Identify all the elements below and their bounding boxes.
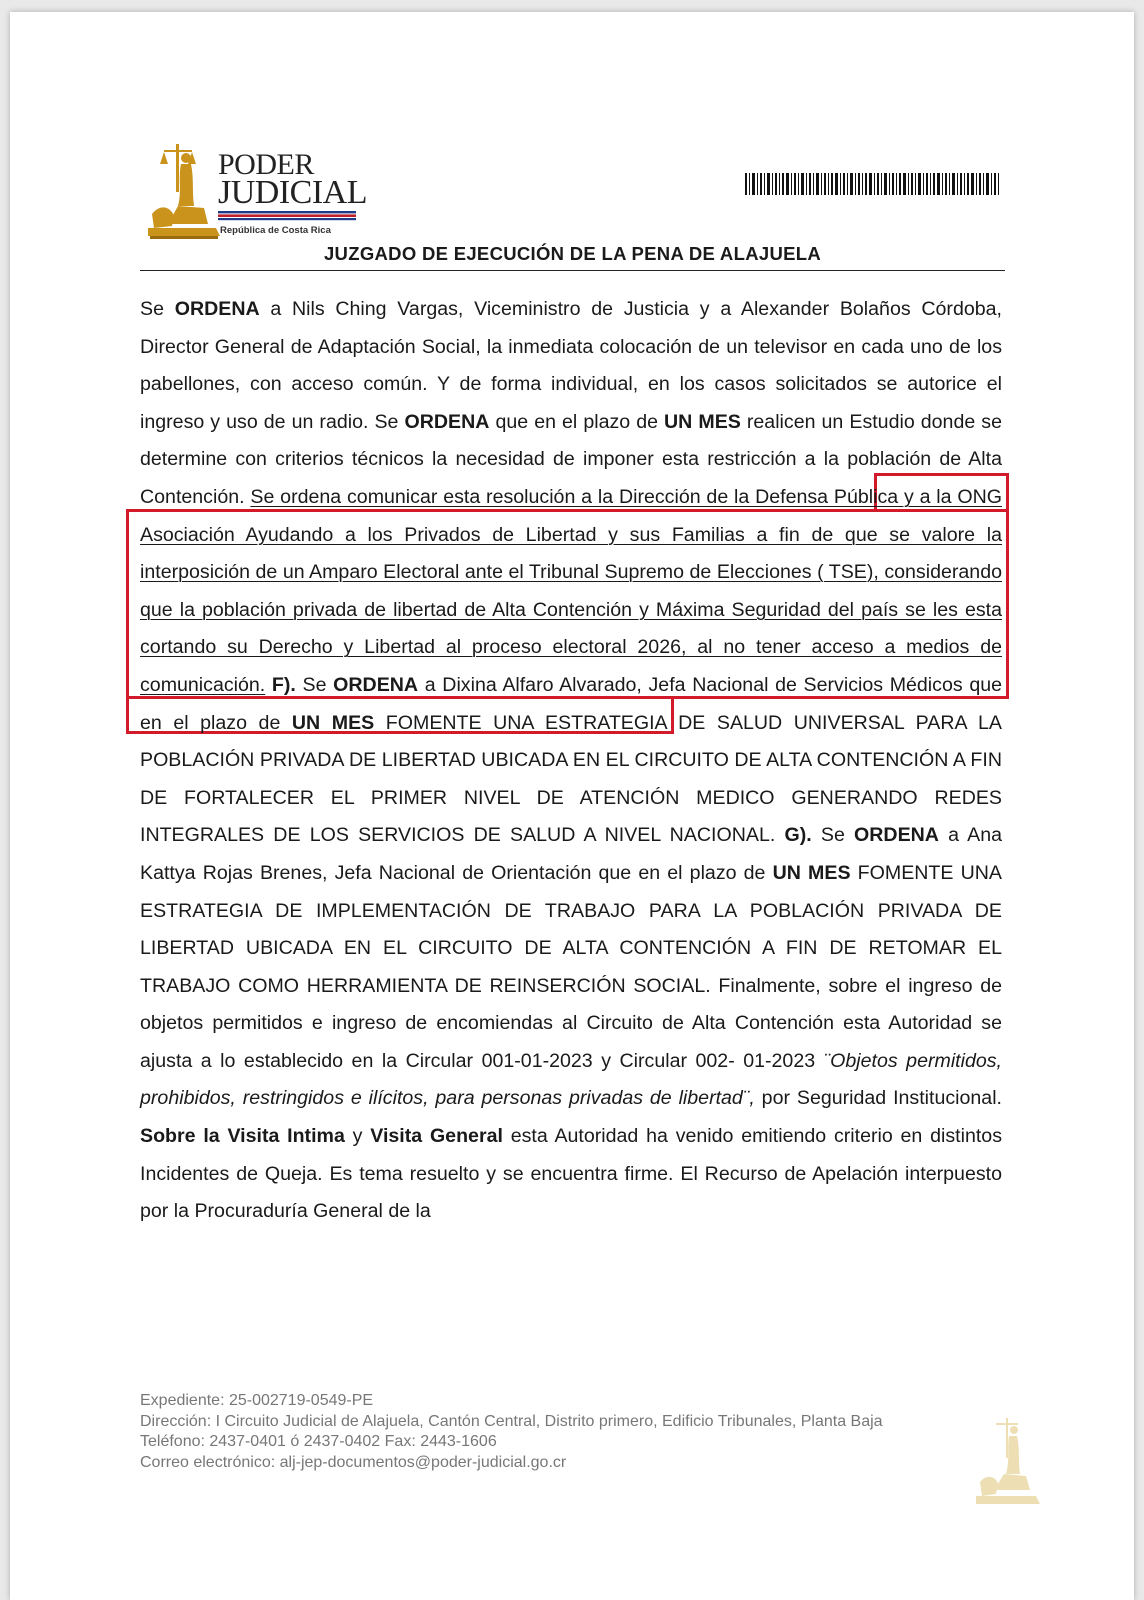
text-run: por Seguridad Institucional.	[754, 1087, 1002, 1110]
text-run: realicen un Estudio donde se determine con criterios técnicos la necesidad de imponer esta restricción a la población de Alta Contención.	[140, 410, 1002, 508]
text-run: a Ana Kattya Rojas Brenes, Jefa Nacional de Orientación que en el plazo de	[140, 824, 1002, 884]
text-run: que en el plazo de	[489, 410, 665, 433]
ordena-bold: ORDENA	[854, 824, 939, 847]
resolution-body	[140, 291, 1002, 1231]
text-run: a Dixina Alfaro Alvarado, Jefa Nacional de Servicios Médicos que en el plazo de	[140, 673, 1003, 734]
flag-stripes-icon	[218, 211, 356, 223]
court-title: JUZGADO DE EJECUCIÓN DE LA PENA DE ALAJUELA	[323, 243, 822, 264]
document-footer	[140, 1391, 1010, 1473]
ordena-bold: ORDENA	[404, 410, 490, 433]
justice-statue-icon	[148, 144, 220, 240]
ordena-bold: ORDENA	[174, 298, 260, 320]
text-run: esta Autoridad ha venido emitiendo criterio en distintos Incidentes de Queja. Es tema resuelto y se encuentra firme. El Recurso de Apelación interpuesto por la Procuraduría General de la	[140, 1125, 1002, 1223]
text-run: FOMENTE UNA ESTRATEGIA DE IMPLEMENTACIÓN DE TRABAJO PARA LA POBLACIÓN PRIVADA DE LIBERTAD UBICADA EN EL CIRCUITO DE ALTA CONTENCIÓN A FIN DE RETOMAR EL TRABAJO COMO HERRAMIENTA DE REINSERCIÓN SOCIAL. Finalmente, sobre el ingreso de objetos permitidos e ingreso de encomiendas al Circuito de Alta Contención esta Autoridad se ajusta a lo establecido en la Circular 001-01-2023 y Circular 002- 01-2023	[140, 861, 1002, 1072]
header-divider	[140, 270, 1005, 271]
text-run: Se	[140, 298, 175, 320]
deadline-bold: UN MES	[291, 711, 375, 734]
circular-title-italic: ¨Objetos permitidos, prohibidos, restringidos e ilícitos, para personas privadas de libertad¨,	[140, 1049, 1002, 1110]
text-run: FOMENTE UNA ESTRATEGIA DE SALUD UNIVERSAL PARA LA POBLACIÓN PRIVADA DE LIBERTAD UBICADA EN EL CIRCUITO DE ALTA CONTENCIÓN A FIN DE FORTALECER EL PRIMER NIVEL DE ATENCIÓN MEDICO GENERANDO REDES INTEGRALES DE LOS SERVICIOS DE SALUD A NIVEL NACIONAL.	[140, 711, 1002, 847]
section-g-label: G).	[784, 824, 812, 847]
deadline-bold: UN MES	[772, 861, 851, 884]
logo-text-line1: PODER	[218, 148, 314, 181]
footer-expediente: Expediente: 25-002719-0549-PE	[140, 1392, 374, 1409]
logo-text-line2: JUDICIAL	[218, 174, 367, 211]
highlighted-order: Se ordena comunicar esta resolución a la Dirección de la Defensa Pública y a la ONG Asociación Ayudando a los Privados de Libertad y sus Familias a fin de que se valore la interposición de un Amparo Electoral ante el Tribunal Supremo de Elecciones ( TSE), considerando que la población privada de libertad de Alta Contención y Máxima Seguridad del país se les esta cortando su Derecho y Libertad al proceso electoral 2026, al no tener acceso a medios de comunicación.	[140, 485, 1002, 696]
footer-direccion: Dirección: I Circuito Judicial de Alajuela, Cantón Central, Distrito primero, Edificio Tribunales, Planta Baja	[140, 1412, 883, 1430]
deadline-bold: UN MES	[664, 410, 741, 433]
text-run: Se	[295, 673, 334, 696]
text-run: y	[344, 1125, 371, 1148]
visita-general-bold: Visita General	[370, 1125, 503, 1148]
barcode-icon	[745, 173, 999, 195]
footer-telefono: Teléfono: 2437-0401 ó 2437-0402 Fax: 2443-1606	[140, 1433, 497, 1450]
poder-judicial-logo	[148, 144, 367, 240]
section-f-label: F).	[265, 673, 296, 696]
text-run: Se	[811, 824, 855, 847]
logo-subtitle: República de Costa Rica	[220, 225, 331, 236]
ordena-bold: ORDENA	[333, 673, 419, 696]
visita-intima-bold: Sobre la Visita Intima	[140, 1125, 345, 1148]
justice-watermark-icon	[976, 1418, 1040, 1506]
text-run: a Nils Ching Vargas, Viceministro de Justicia y a Alexander Bolaños Córdoba, Director General de Adaptación Social, la inmediata colocación de un televisor en cada uno de los pabellones, con acceso común. Y de forma individual, en los casos solicitados se autorice el ingreso y uso de un radio. Se	[140, 298, 1002, 433]
letterhead	[0, 0, 1144, 280]
footer-correo: Correo electrónico: alj-jep-documentos@poder-judicial.go.cr	[140, 1453, 567, 1471]
